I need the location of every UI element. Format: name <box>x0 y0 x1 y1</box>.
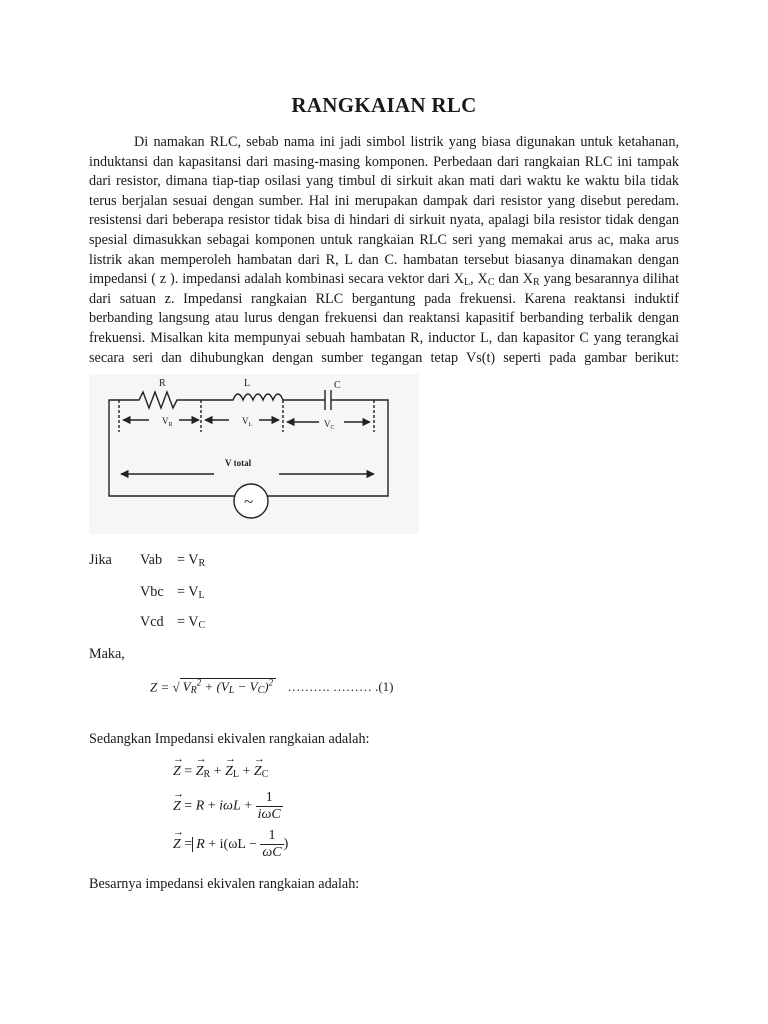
impedance-magnitude-form: → Z = R + i(ωL − $\frac{1}{\omega C}$ ) <box>173 828 288 861</box>
label-vl: $V_L$ <box>242 416 253 428</box>
paragraph-text-3: dan X <box>494 271 534 288</box>
subscript-l: L <box>464 277 471 289</box>
condition-row-1: Vab = $V_R$ <box>140 552 206 569</box>
equation-number: ………. ……… .(1) <box>287 679 394 695</box>
impedance-complex-form: → Z = R + iωL + $\frac{1}{\text{iωC}}$ <box>173 790 283 823</box>
condition-row-3: Vcd = $V_C$ <box>140 614 206 631</box>
impedance-equation-1: Z = √ $V_R^2 + (V_L - V_C)^2$ ………. ……… .(1) <box>150 678 394 697</box>
fraction: $\frac{1}{\omega C}$ <box>262 828 282 860</box>
ac-source-symbol: ~ <box>244 492 254 511</box>
sqrt-symbol: √ <box>172 679 180 695</box>
condition-row-2: Vbc = $V_L$ <box>140 584 205 601</box>
paragraph-text-1: Di namakan RLC, sebab nama ini jadi simbol listrik yang biasa digunakan untuk ketahanan, induktansi dan kapasitansi dari masing-masing komponen. Perbedaan dari rangkaian RLC ini tampak dari resistor, dimana tiap-tiap osilasi yang timbul di sirkuit akan mati dari waktu ke waktu bila tidak terus berjalan sesuai dengan sumber. Hal ini merupakan dampak dari resistor yang disebut peredam. resistensi dari beberapa resistor tidak bisa di hindari di sirkuit nyata, apalagi bila resistor tidak dengan spesial dimasukkan sebagai komponen untuk rangkaian RLC seri yang memakai arus ac, maka arus listrik akan memperoleh hambatan dari R, L dan C. hambatan tersebut biasanya dinamakan dengan impedansi ( z ). impedansi adalah kombinasi secara vektor dari X <box>89 134 679 288</box>
label-vr: $V_R$ <box>162 416 173 428</box>
condition-lhs: Vab <box>140 552 163 568</box>
label-vtotal: V total <box>225 458 252 468</box>
besarnya-sentence: Besarnya impedansi ekivalen rangkaian adalah: <box>89 876 360 892</box>
impedance-vector-sum: → Z = → $Z_R$ + → $Z_L$ + → $Z_C$ <box>173 764 268 780</box>
label-l: L <box>244 378 251 389</box>
rlc-circuit-diagram <box>89 374 419 534</box>
paragraph-text-2: , X <box>470 271 488 288</box>
label-vc: $V_C$ <box>324 419 335 431</box>
jika-label: Jika <box>89 552 112 568</box>
subscript-c: C <box>487 277 495 289</box>
label-r: R <box>159 378 166 389</box>
fraction: $\frac{1}{\text{iωC}}$ <box>257 790 281 822</box>
condition-lhs: Vbc <box>140 584 164 600</box>
subscript-r: R <box>533 277 540 289</box>
page-title: RANGKAIAN RLC <box>291 93 477 117</box>
paragraph-text-4: yang besarannya dilihat dari satuan z. Impedansi rangkaian RLC bergantung pada frekuensi. Karena reaktansi induktif berbanding langsung atau lurus dengan frekuensi dan reaktansi kapasitif berbanding terbalik dengan frekuensi. Misalkan kita mempunyai sebuah hambatan R, inductor L, dan kapasitor C yang terangkai secara seri dan dihubungkan dengan sumber tegangan tetap Vs(t) seperti pada gambar berikut: <box>89 271 680 366</box>
maka-label: Maka, <box>89 646 125 662</box>
label-c: C <box>334 380 341 391</box>
intro-paragraph <box>89 133 679 368</box>
condition-lhs: Vcd <box>140 614 164 630</box>
impedance-sentence: Sedangkan Impedansi ekivalen rangkaian adalah: <box>89 731 370 747</box>
